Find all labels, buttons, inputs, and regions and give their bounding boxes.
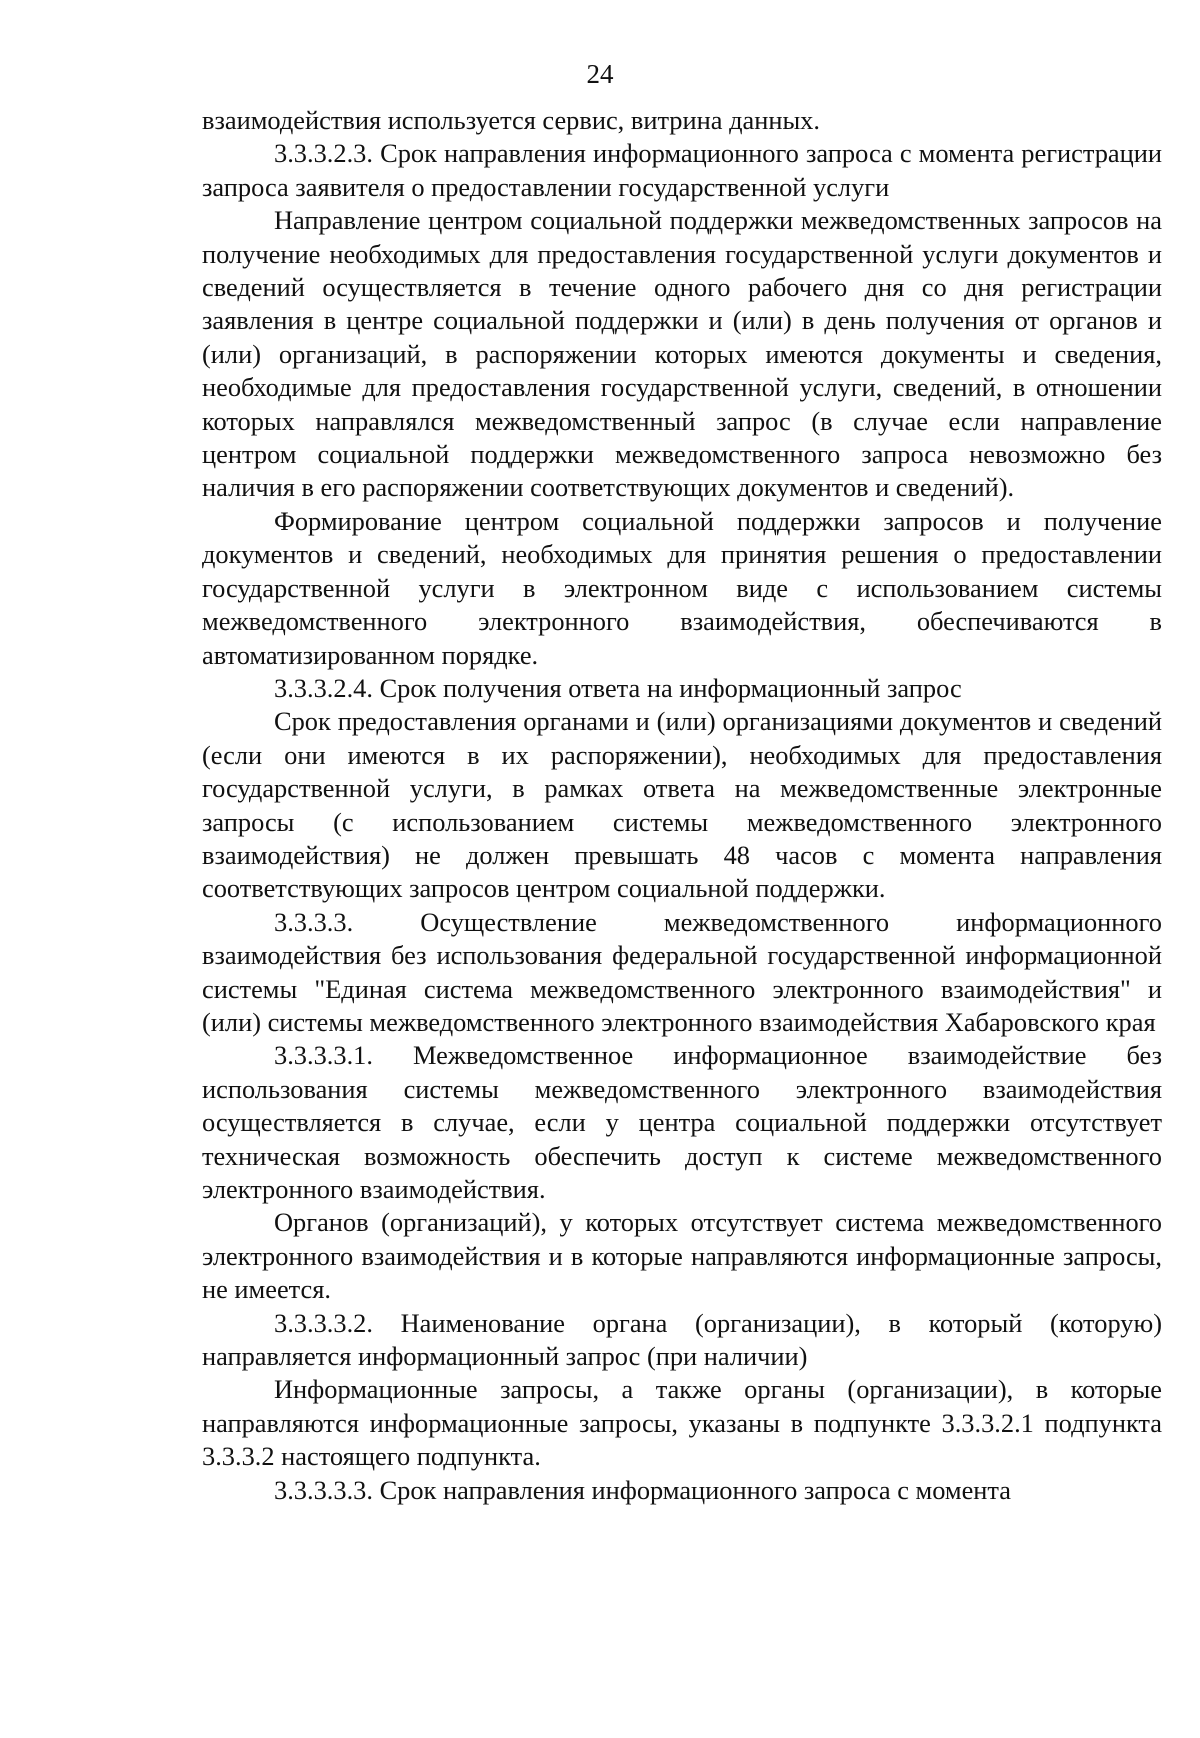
section-heading-3-3-3-2-4: 3.3.3.2.4. Срок получения ответа на информационный запрос <box>274 672 962 703</box>
page-number: 24 <box>586 59 614 89</box>
section-heading-3-3-3-3-2: 3.3.3.3.2. Наименование органа (организации), в который (которую) направляется информационный запрос (при наличии) <box>202 1307 1162 1372</box>
paragraph-continuation: взаимодействия используется сервис, витрина данных. <box>202 105 820 135</box>
paragraph-reference: Информационные запросы, а также органы (организации), в которые направляются информационные запросы, указаны в подпункте 3.3.3.2.1 подпункта 3.3.3.2 настоящего подпункта. <box>202 1374 1162 1472</box>
paragraph-response-deadline: Срок предоставления органами и (или) организациями документов и сведений (если они имеются в их распоряжении), необходимых для предоставления государственной услуги, в рамках ответа на межведомственные электронные запросы (с использованием системы межведомственного электронного взаимодействия) не должен превышать 48 часов с момента направления соответствующих запросов центром социальной поддержки. <box>202 706 1162 904</box>
paragraph-no-organizations: Органов (организаций), у которых отсутствует система межведомственного электронного взаимодействия и в которые направляются информационные запросы, не имеется. <box>202 1207 1162 1305</box>
section-heading-3-3-3-3-1: 3.3.3.3.1. Межведомственное информационное взаимодействие без использования системы межведомственного электронного взаимодействия осуществляется в случае, если у центра социальной поддержки отсутствует техническая возможность обеспечить доступ к системе межведомственного электронного взаимодействия. <box>202 1040 1162 1204</box>
section-heading-3-3-3-3-3: 3.3.3.3.3. Срок направления информационного запроса с момента <box>274 1474 1012 1505</box>
paragraph-automated-requests: Формирование центром социальной поддержки запросов и получение документов и сведений, необходимых для принятия решения о предоставлении государственной услуги в электронном виде с использованием системы межведомственного электронного взаимодействия, обеспечиваются в автоматизированном порядке. <box>202 505 1162 670</box>
section-heading-3-3-3-2-3: 3.3.3.2.3. Срок направления информационного запроса с момента регистрации запроса заявителя о предоставлении государственной услуги <box>202 138 1162 202</box>
document-body <box>202 104 1162 1507</box>
section-heading-3-3-3-3: 3.3.3.3. Осуществление межведомственного информационного взаимодействия без использования федеральной государственной информационной системы "Единая система межведомственного электронного взаимодействия" и (или) системы межведомственного электронного взаимодействия Хабаровского края <box>202 906 1162 1037</box>
paragraph-request-timing: Направление центром социальной поддержки межведомственных запросов на получение необходимых для предоставления государственной услуги документов и сведений осуществляется в течение одного рабочего дня со дня регистрации заявления в центре социальной поддержки и (или) в день получения от органов и (или) организаций, в распоряжении которых имеются документы и сведения, необходимые для предоставления государственной услуги, сведений, в отношении которых направлялся межведомственный запрос (в случае если направление центром социальной поддержки межведомственного запроса невозможно без наличия в его распоряжении соответствующих документов и сведений). <box>202 205 1162 503</box>
